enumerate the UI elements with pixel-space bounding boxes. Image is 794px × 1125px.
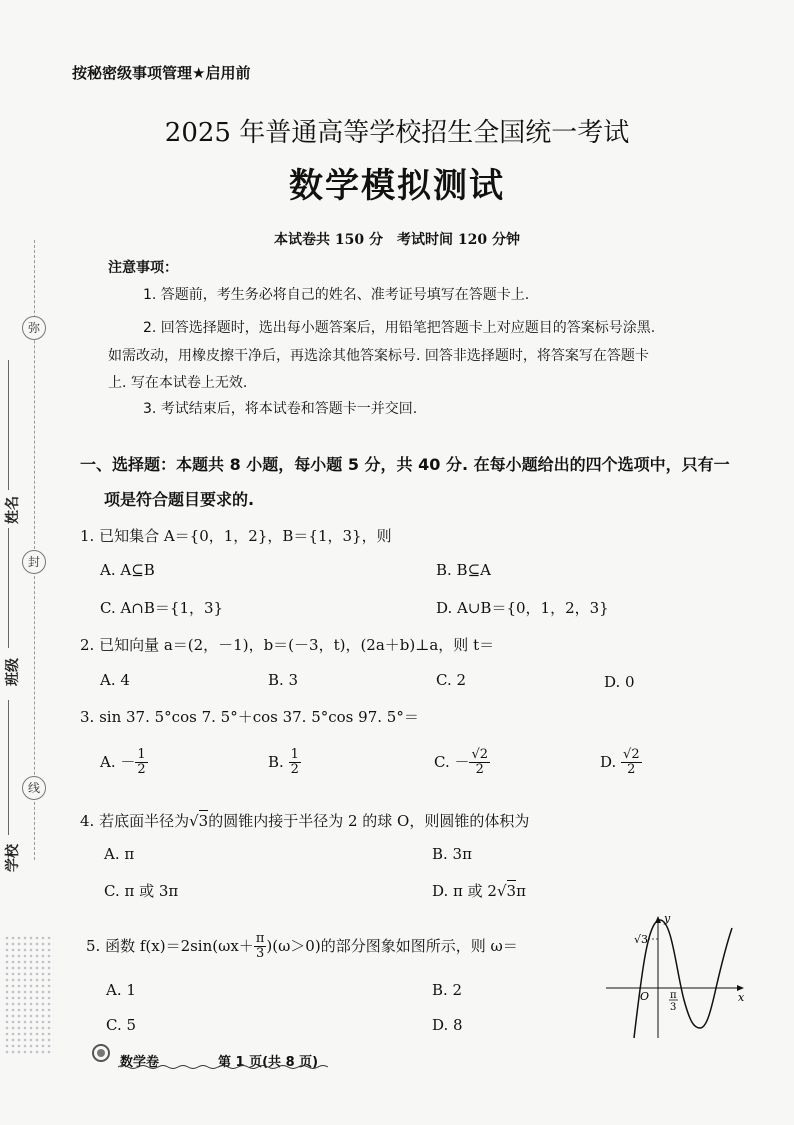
q3-option-c xyxy=(434,748,490,778)
section-heading-cont: 项是符合题目要求的. xyxy=(104,490,255,509)
q3-a-prefix: A. － xyxy=(100,752,136,771)
q5-option-d: D. 8 xyxy=(432,1016,463,1034)
margin-label-school: 学校 xyxy=(5,844,21,872)
q3-c-num: √2 xyxy=(471,747,489,762)
q3-d-num: √2 xyxy=(623,747,640,762)
footer-wave-line xyxy=(118,1064,330,1070)
graph-x-mark-num: π xyxy=(670,990,677,1001)
graph-sine-curve xyxy=(634,920,732,1038)
exam-title: 2025 年普通高等学校招生全国统一考试 xyxy=(164,118,630,148)
notice-item-1: 1. 答题前，考生务必将自己的姓名、准考证号填写在答题卡上. xyxy=(143,287,530,303)
q3-a-num: 1 xyxy=(137,747,146,762)
q5-option-c: C. 5 xyxy=(106,1016,137,1034)
q3-d-prefix: D. xyxy=(600,752,622,771)
binding-mark-mi: 弥 xyxy=(22,316,46,340)
exam-info: 本试卷共 150 分 考试时间 120 分钟 xyxy=(274,232,520,248)
question-1-stem: 1. 已知集合 A＝{0，1，2}，B＝{1，3}，则 xyxy=(80,527,392,545)
q4-option-d: D. π 或 2√3π xyxy=(432,882,526,900)
q5-sine-graph xyxy=(606,910,752,1040)
q3-a-den: 2 xyxy=(137,762,146,778)
graph-y-label: y xyxy=(664,912,671,925)
question-4-stem: 4. 若底面半径为√3的圆锥内接于半径为 2 的球 O，则圆锥的体积为 xyxy=(80,812,530,830)
graph-x-label: x xyxy=(738,991,745,1004)
q5-frac-num: π xyxy=(255,931,265,946)
section-heading: 一、选择题：本题共 8 小题，每小题 5 分，共 40 分. 在每小题给出的四个选项中，只有一 xyxy=(80,455,730,474)
notice-item-2-cont: 如需改动，用橡皮擦干净后，再选涂其他答案标号. 回答非选择题时，将答案写在答题卡 xyxy=(108,348,649,364)
q4-stem-sqrt: 3 xyxy=(198,812,209,830)
margin-label-class: 班级 xyxy=(5,658,21,686)
q4-option-a: A. π xyxy=(104,845,135,863)
secret-label: 按秘密级事项管理★启用前 xyxy=(72,64,251,82)
footer-logo-icon xyxy=(92,1044,110,1062)
graph-origin-label: O xyxy=(640,990,650,1003)
question-2-stem: 2. 已知向量 a＝(2，－1)，b＝(－3，t)，(2a＋b)⊥a，则 t＝ xyxy=(80,636,495,654)
binding-mark-xian: 线 xyxy=(22,776,46,800)
q3-option-b xyxy=(268,748,301,778)
margin-class-line xyxy=(8,528,9,648)
q3-c-den: 2 xyxy=(475,762,484,778)
margin-label-name: 姓名 xyxy=(5,496,21,524)
q3-a-fraction xyxy=(135,748,147,778)
q2-option-d: D. 0 xyxy=(604,673,635,691)
q4-stem-post: 的圆锥内接于半径为 2 的球 O，则圆锥的体积为 xyxy=(208,812,530,830)
q3-c-fraction xyxy=(469,748,490,778)
q2-option-a: A. 4 xyxy=(100,671,130,689)
q4-d-sqrt: 3 xyxy=(506,882,517,900)
q3-option-d xyxy=(600,748,642,778)
q5-option-b: B. 2 xyxy=(432,981,463,999)
q4-d-post: π xyxy=(516,882,526,900)
notice-heading: 注意事项： xyxy=(108,260,178,276)
q3-c-prefix: C. － xyxy=(434,752,470,771)
q1-option-c: C. A∩B＝{1，3} xyxy=(100,599,224,617)
q3-b-den: 2 xyxy=(290,762,299,778)
q4-option-c: C. π 或 3π xyxy=(104,882,179,900)
question-3-stem: 3. sin 37. 5°cos 7. 5°＋cos 37. 5°cos 97. 5°＝ xyxy=(80,708,419,726)
q1-option-a: A. A⊆B xyxy=(100,561,155,579)
q3-b-num: 1 xyxy=(290,747,299,762)
footer-subject: 数学卷 xyxy=(120,1055,160,1070)
graph-x-mark-den: 3 xyxy=(670,1002,677,1013)
q3-option-a xyxy=(100,748,148,778)
binding-mark-feng: 封 xyxy=(22,550,46,574)
notice-item-2-end: 上. 写在本试卷上无效. xyxy=(108,375,248,391)
q3-b-fraction xyxy=(289,748,301,778)
q3-d-fraction xyxy=(621,748,642,778)
margin-dot-pattern xyxy=(4,935,54,1055)
q3-b-prefix: B. xyxy=(268,752,289,771)
q4-option-b: B. 3π xyxy=(432,845,472,863)
q2-option-b: B. 3 xyxy=(268,671,299,689)
q3-d-den: 2 xyxy=(627,762,636,778)
q5-frac-den: 3 xyxy=(255,946,265,962)
q5-option-a: A. 1 xyxy=(106,981,136,999)
q1-option-d: D. A∪B＝{0，1，2，3} xyxy=(436,599,609,617)
notice-item-3: 3. 考试结束后，将本试卷和答题卡一并交回. xyxy=(143,401,418,417)
q5-stem-post: )(ω＞0)的部分图象如图所示，则 ω＝ xyxy=(266,936,518,955)
footer-page-number: 第 1 页(共 8 页) xyxy=(218,1055,319,1070)
notice-item-2: 2. 回答选择题时，选出每小题答案后，用铅笔把答题卡上对应题目的答案标号涂黑. xyxy=(143,320,656,336)
q4-stem-pre: 4. 若底面半径为 xyxy=(80,812,190,830)
q2-option-c: C. 2 xyxy=(436,671,467,689)
margin-school-line xyxy=(8,700,9,835)
margin-name-line xyxy=(8,360,9,490)
q1-option-b: B. B⊆A xyxy=(436,561,491,579)
graph-y-mark: √3 xyxy=(634,933,649,946)
question-5-stem xyxy=(86,932,518,962)
q5-stem-pre: 5. 函数 f(x)＝2sin(ωx＋ xyxy=(86,936,254,955)
q4-d-pre: D. π 或 2 xyxy=(432,882,497,900)
exam-subtitle: 数学模拟测试 xyxy=(289,166,505,206)
q5-phase-fraction xyxy=(254,932,267,962)
